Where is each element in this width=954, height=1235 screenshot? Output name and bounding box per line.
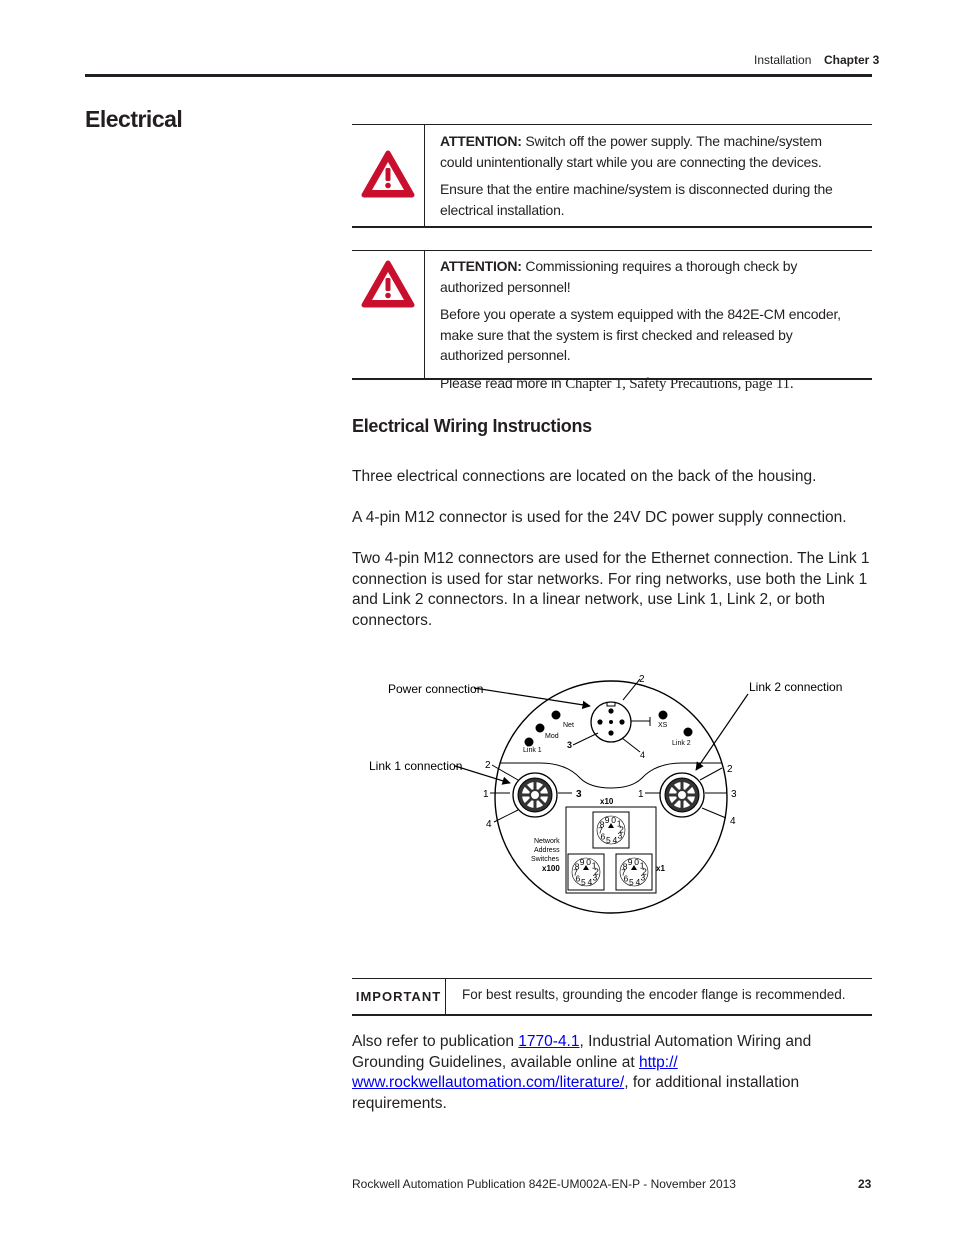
dial-digit: 4 [612, 834, 618, 845]
attention-1-para-2: Ensure that the entire machine/system is disconnected during the electrical installation. [440, 181, 833, 218]
dial-digit: 9 [579, 857, 585, 868]
link2-led-label: Link 2 [672, 740, 691, 747]
link1-connector [513, 773, 557, 817]
attention-2-label: ATTENTION: [440, 258, 522, 274]
power-connector [591, 702, 631, 742]
dial-digit: 1 [591, 860, 597, 871]
power-connection-label: Power connection [388, 682, 484, 696]
page-number: 23 [858, 1177, 872, 1191]
power-pin-4: 4 [640, 750, 646, 760]
link2-led [684, 728, 693, 737]
dial-digit: 3 [640, 872, 646, 883]
dial-digit: 3 [617, 830, 623, 841]
important-text: For best results, grounding the encoder flange is recommended. [462, 987, 846, 1002]
attention-2-para-3: Please read more in Chapter 1, Safety Precautions, page 11. [440, 374, 794, 392]
dial-digit: 4 [587, 876, 593, 887]
link1-led-label: Link 1 [523, 747, 542, 754]
publication-link[interactable]: 1770-4.1 [518, 1033, 580, 1050]
subsection-title: Electrical Wiring Instructions [352, 416, 592, 436]
link1-pin-2: 2 [485, 760, 491, 771]
dial-digit: 1 [639, 860, 645, 871]
net-led [552, 711, 561, 720]
dial-digit: 0 [634, 856, 639, 867]
dial-digit: 5 [581, 877, 586, 888]
mod-led [536, 724, 545, 733]
header-section: Installation [754, 53, 812, 67]
important-box [352, 978, 872, 1016]
dial-digit: 8 [574, 861, 580, 872]
dial-digit: 7 [573, 867, 578, 878]
x100-label: x100 [542, 864, 560, 873]
link2-connector [660, 773, 704, 817]
mod-led-label: Mod [545, 733, 559, 740]
link2-pin-2: 2 [727, 764, 733, 775]
warning-triangle-icon [360, 149, 416, 199]
body-paragraph: Two 4-pin M12 connectors are used for the Ethernet connection. The Link 1 connection is used for star networks. For ring networks, use both the Link 1 and Link 2 connectors. In a linear network, use Link 1, Link 2, or both connectors. [352, 550, 870, 629]
important-label: IMPORTANT [352, 979, 446, 1014]
dial-digit: 2 [642, 866, 647, 877]
warning-triangle-icon [360, 259, 416, 309]
link2-connection-label: Link 2 connection [749, 680, 843, 694]
link2-pin-4: 4 [730, 816, 736, 827]
switches-label-line-3: Switches [531, 856, 560, 863]
attention-1-text: Switch off the power supply. The machine/system could unintentionally start while you are connecting the devices. [440, 133, 822, 170]
attention-2-text: Commissioning requires a thorough check by authorized personnel! [440, 258, 798, 295]
connector-diagram [360, 668, 850, 918]
body-paragraph: A 4-pin M12 connector is used for the 24V DC power supply connection. [352, 509, 847, 526]
dial-digit: 8 [622, 861, 628, 872]
x10-label: x10 [600, 797, 614, 806]
attention-2-para-1 [440, 256, 856, 297]
dial-digit: 3 [592, 872, 598, 883]
link2-pin-1: 1 [638, 789, 644, 800]
link2-pin-3: 3 [731, 789, 737, 800]
dial-digit: 6 [575, 873, 581, 884]
link1-pin-4: 4 [486, 819, 492, 830]
dial-digit: 2 [619, 824, 624, 835]
link1-pin-1: 1 [483, 789, 489, 800]
attention-box-1 [352, 124, 872, 228]
link1-led [525, 738, 534, 747]
literature-url-link[interactable]: http:// www.rockwellautomation.com/literature/ [352, 1053, 678, 1091]
rotary-switch-x10 [593, 812, 629, 848]
x1-label: x1 [656, 864, 665, 873]
body-paragraph: Three electrical connections are located on the back of the housing. [352, 468, 817, 485]
xs-led-label: XS [658, 722, 668, 729]
link1-connection-label: Link 1 connection [369, 759, 463, 773]
dial-digit: 0 [586, 856, 591, 867]
footer-publication: Rockwell Automation Publication 842E-UM002A-EN-P - November 2013 [352, 1177, 736, 1191]
header-rule [85, 74, 872, 77]
dial-digit: 6 [600, 831, 606, 842]
dial-digit: 7 [621, 867, 626, 878]
xs-led [659, 711, 668, 720]
net-led-label: Net [563, 722, 574, 729]
switches-label-line-2: Address [534, 847, 560, 854]
dial-digit: 9 [604, 815, 610, 826]
rotary-switch-x100 [568, 854, 604, 890]
dial-digit: 4 [635, 876, 641, 887]
dial-digit: 8 [599, 819, 605, 830]
attention-1-label: ATTENTION: [440, 133, 522, 149]
dial-digit: 6 [623, 873, 629, 884]
dial-digit: 9 [627, 857, 633, 868]
header-chapter: Chapter 3 [824, 53, 880, 67]
attention-2-para-2: Before you operate a system equipped with the 842E-CM encoder, make sure that the system is first checked and released by authorized personnel. [440, 306, 841, 363]
switches-label-line-1: Network [534, 838, 560, 845]
power-pin-3: 3 [567, 740, 573, 750]
dial-digit: 0 [611, 814, 616, 825]
dial-digit: 1 [616, 818, 622, 829]
link1-pin-3: 3 [576, 789, 582, 800]
refer-paragraph: Also refer to publication 1770-4.1, Industrial Automation Wiring and Grounding Guidelines, available online at http:// www.rockwellautomation.com/literature/, for additional installation requirements. [352, 1033, 812, 1112]
attention-1-para-1 [440, 131, 856, 172]
dial-digit: 7 [598, 825, 603, 836]
attention-box-2 [352, 250, 872, 392]
power-pin-2: 2 [639, 674, 645, 685]
dial-digit: 5 [606, 835, 611, 846]
section-title: Electrical [85, 106, 183, 132]
dial-digit: 5 [629, 877, 634, 888]
dial-digit: 2 [594, 866, 599, 877]
rotary-switch-x1 [616, 854, 652, 890]
cross-reference[interactable]: Chapter 1, Safety Precautions, page 11. [565, 375, 794, 392]
